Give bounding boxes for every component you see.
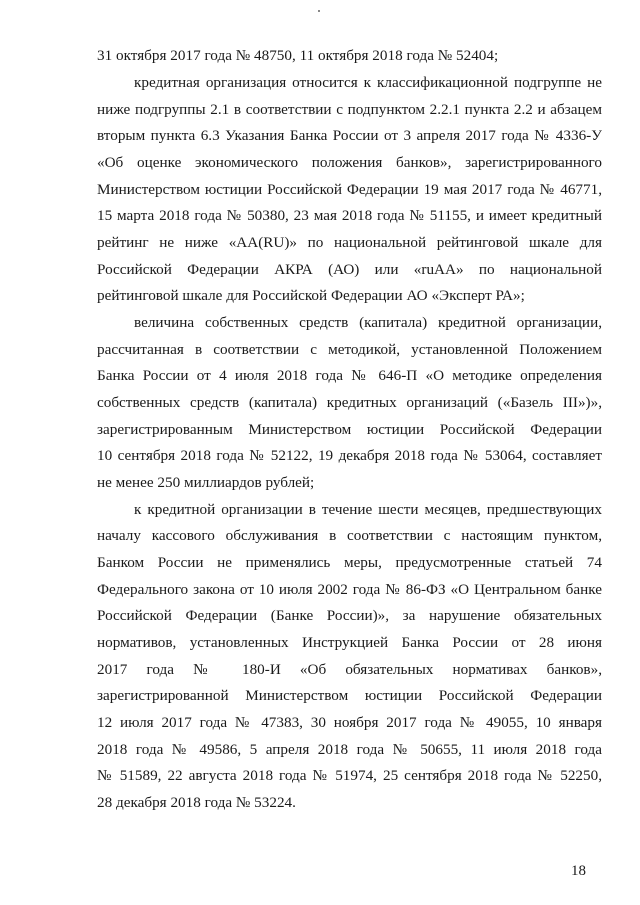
text-line: 2017 года № 180-И «Об обязательных нормативах банков», (97, 661, 602, 678)
text-line: 15 марта 2018 года № 50380, 23 мая 2018 года № 51155, и имеет кредитный (97, 207, 602, 224)
text-line: Банком России не применялись меры, предусмотренные статьей 74 (97, 554, 602, 571)
text-line: 31 октября 2017 года № 48750, 11 октября 2018 года № 52404; (97, 47, 499, 64)
text-line: рейтинговой шкале для Российской Федерации АО «Эксперт РА»; (97, 287, 525, 304)
text-line: нормативов, установленных Инструкцией Банка России от 28 июня (97, 634, 602, 651)
text-line: зарегистрированной Министерством юстиции Российской Федерации (97, 687, 602, 704)
text-line: кредитная организация относится к классификационной подгруппе не (134, 74, 602, 91)
text-line: 28 декабря 2018 года № 53224. (97, 794, 296, 811)
text-line: рассчитанная в соответствии с методикой, установленной Положением (97, 341, 602, 358)
text-line: Федерального закона от 10 июля 2002 года № 86-ФЗ «О Центральном банке (97, 581, 602, 598)
text-line: вторым пункта 6.3 Указания Банка России от 3 апреля 2017 года № 4336-У (97, 127, 602, 144)
text-line: 12 июля 2017 года № 47383, 30 ноября 2017 года № 49055, 10 января (97, 714, 602, 731)
scan-speck (318, 10, 320, 12)
text-line: Министерством юстиции Российской Федерации 19 мая 2017 года № 46771, (97, 181, 602, 198)
text-line: Банка России от 4 июля 2018 года № 646-П «О методике определения (97, 367, 602, 384)
text-line: зарегистрированным Министерством юстиции Российской Федерации (97, 421, 602, 438)
text-line: ниже подгруппы 2.1 в соответствии с подпунктом 2.2.1 пункта 2.2 и абзацем (97, 101, 602, 118)
text-line: к кредитной организации в течение шести месяцев, предшествующих (134, 501, 602, 518)
text-line: началу кассового обслуживания в соответствии с настоящим пунктом, (97, 527, 602, 544)
text-line: собственных средств (капитала) кредитных организаций («Базель III»)», (97, 394, 602, 411)
text-line: Российской Федерации (Банке России)», за нарушение обязательных (97, 607, 602, 624)
text-line: 10 сентября 2018 года № 52122, 19 декабря 2018 года № 53064, составляет (97, 447, 602, 464)
text-line: «Об оценке экономического положения банков», зарегистрированного (97, 154, 602, 171)
text-line: величина собственных средств (капитала) кредитной организации, (134, 314, 602, 331)
text-line: рейтинг не ниже «AA(RU)» по национальной рейтинговой шкале для (97, 234, 602, 251)
text-line: Российской Федерации АКРА (АО) или «ruAA» по национальной (97, 261, 602, 278)
text-line: не менее 250 миллиардов рублей; (97, 474, 315, 491)
text-line: № 51589, 22 августа 2018 года № 51974, 25 сентября 2018 года № 52250, (97, 767, 602, 784)
page-number: 18 (571, 863, 586, 879)
text-line: 2018 года № 49586, 5 апреля 2018 года № 50655, 11 июля 2018 года (97, 741, 602, 758)
